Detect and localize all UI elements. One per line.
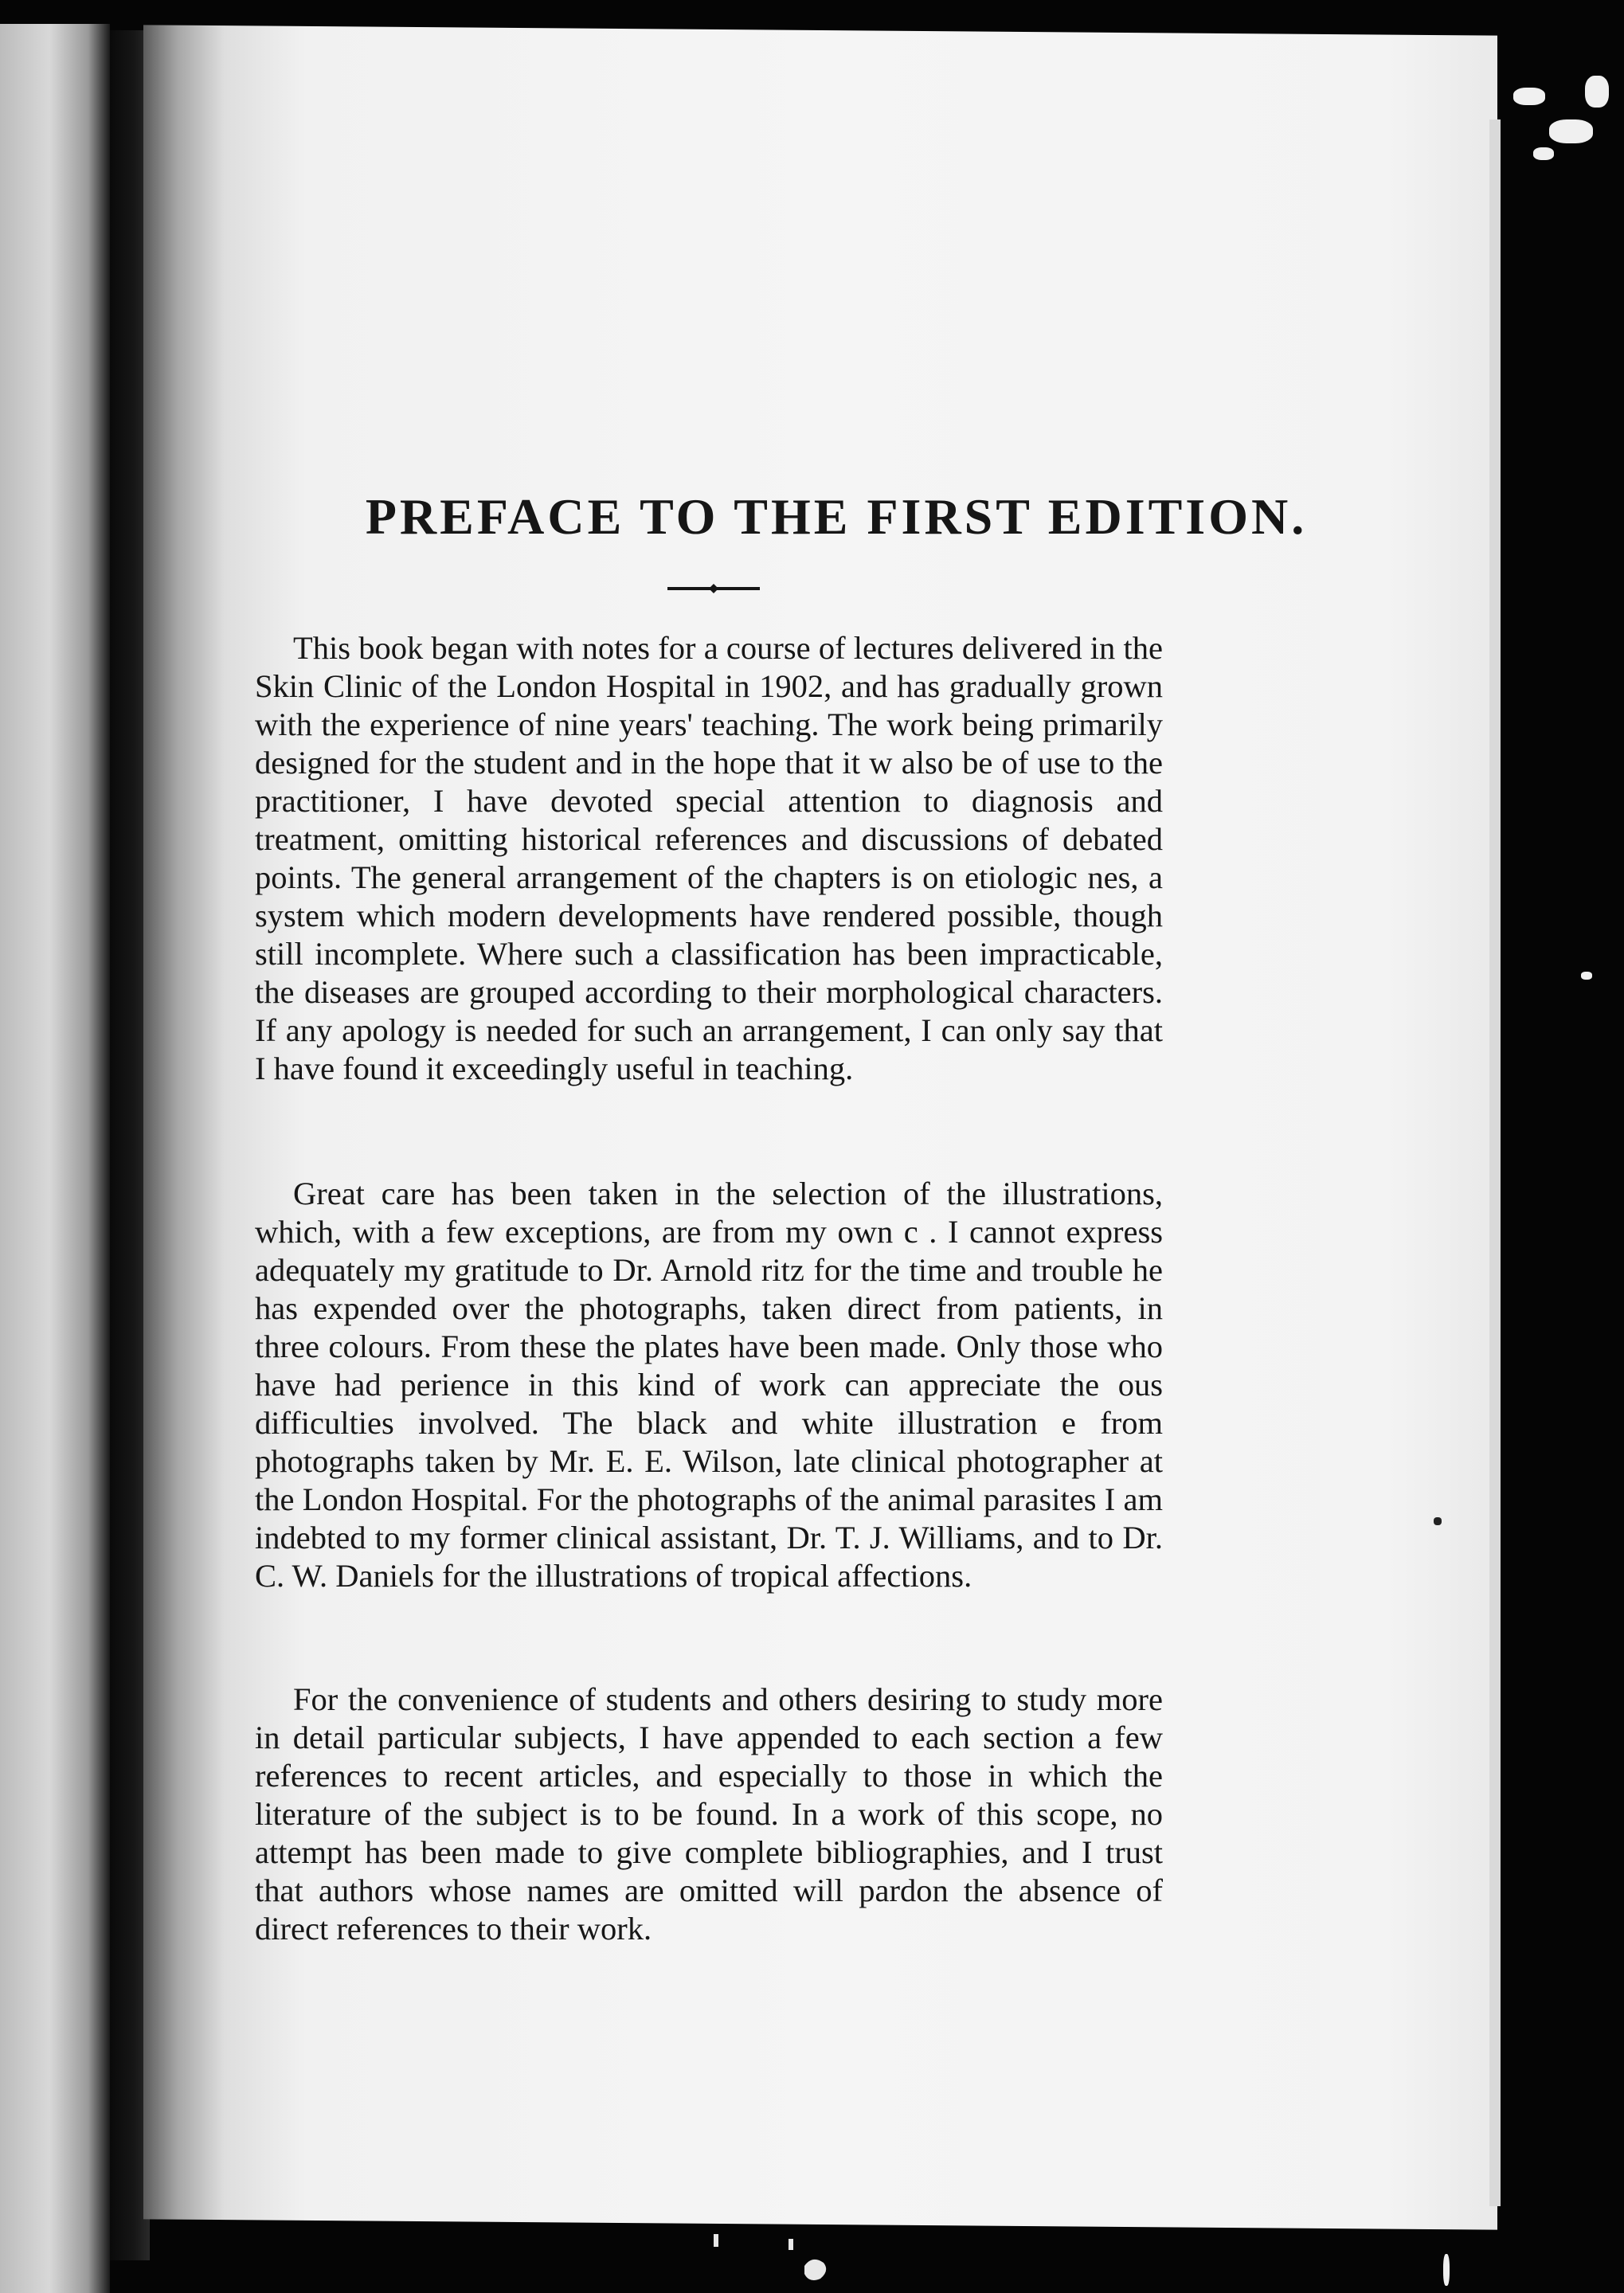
preface-paragraph-2: Great care has been taken in the selection of the illustrations, which, with a few exceptions, are from my own c . I cannot express adequately my gratitude to Dr. Arnold ritz for the time and trouble he has expended over the photographs, taken direct from patients, in three colours. From these the plates have been made. Only those who have had perience in this kind of work can appreciate the ous difficulties involved. The black and white illustration e from photographs taken by Mr. E. E. Wilson, late clinical photographer at the London Hospital. For the photographs of the animal parasites I am indebted to my former clinical assistant, Dr. T. J. Williams, and to Dr. C. W. Daniels for the illustrations of tropical affections. bbox=[255, 1176, 1163, 1594]
facing-page-edge bbox=[0, 24, 110, 2293]
preface-paragraph-1: This book began with notes for a course of lectures delivered in the Skin Clinic of the London Hospital in 1902, and has gradually grown with the experience of nine years' teaching. The work being primarily designed for the student and in the hope that it w also be of use to the practitioner, I have devoted special attention to diagnosis and treatment, omitting historical references and discussions of debated points. The general arrangement of the chapters is on etiologic nes, a system which modern developments have rendered possible, though still incomplete. Where such a classification has been impracticable, the diseases are grouped according to their morphological characters. If any apology is needed for such an arrangement, I can only say that I have found it exceedingly useful in teaching. bbox=[255, 630, 1163, 1086]
preface-paragraph-3: For the convenience of students and others desiring to study more in detail particular subjects, I have appended to each section a few references to recent articles, and especially to those in which the literature of the subject is to be found. In a work of this scope, no attempt has been made to give complete bibliographies, and I trust that authors whose names are omitted will pardon the absence of direct references to their work. bbox=[255, 1681, 1163, 1947]
scan-speck bbox=[1533, 147, 1554, 160]
scan-speck bbox=[1513, 88, 1545, 105]
scan-speck bbox=[1549, 119, 1593, 143]
scan-speck bbox=[1443, 2254, 1450, 2286]
scan-artifact-marks bbox=[701, 2226, 940, 2293]
title-ornament bbox=[666, 583, 761, 594]
scan-speck bbox=[1585, 76, 1609, 108]
scan-speck bbox=[1581, 972, 1592, 980]
scan-speck bbox=[1434, 1517, 1442, 1525]
page-title: PREFACE TO THE FIRST EDITION. bbox=[365, 488, 1308, 545]
page-right-edge bbox=[1489, 119, 1501, 2206]
